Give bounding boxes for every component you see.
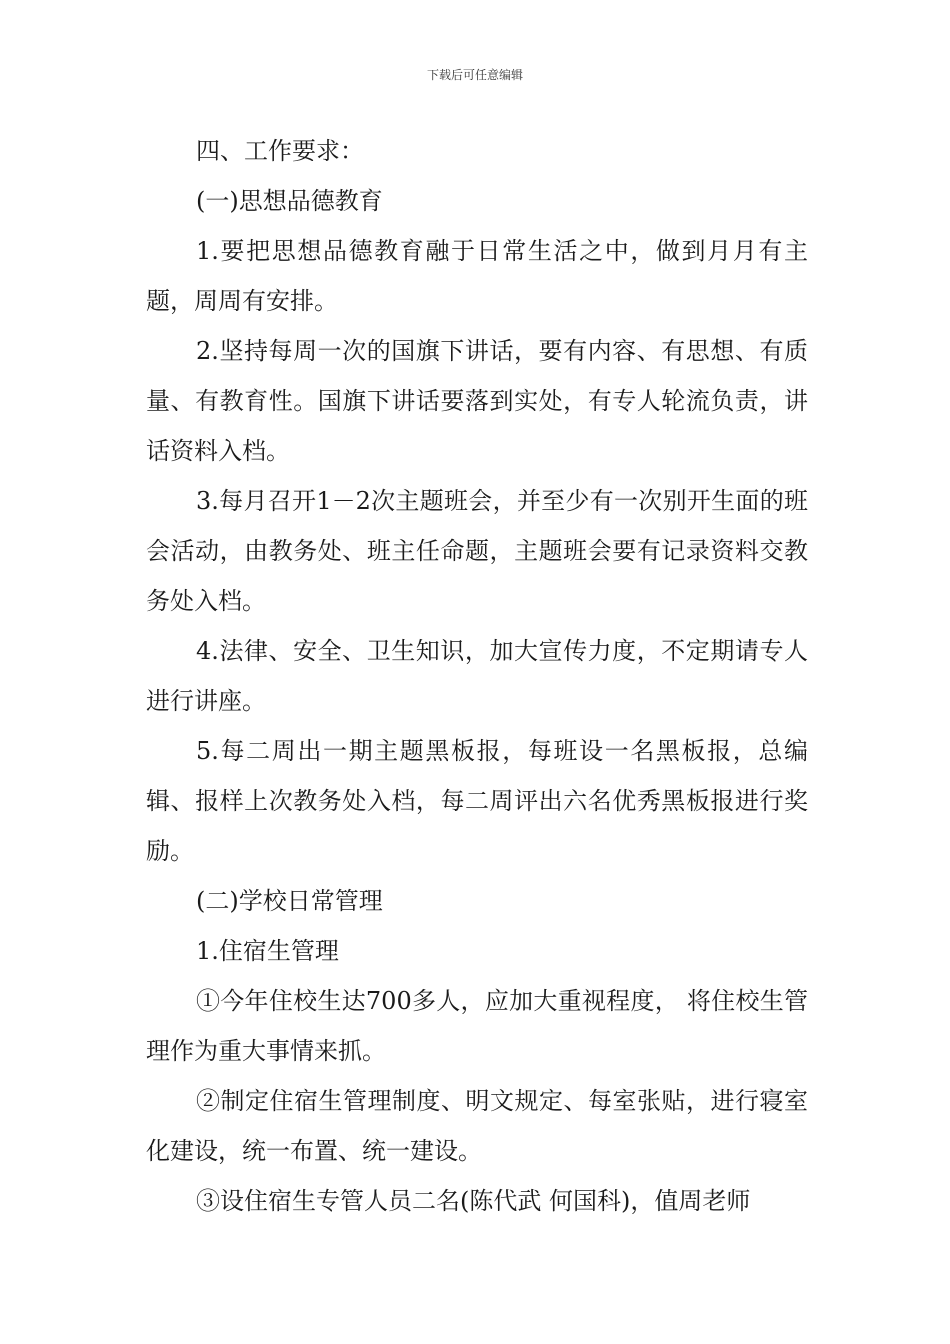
subsection-heading: (二)学校日常管理 (196, 887, 383, 915)
item-heading: 1.住宿生管理 (196, 937, 339, 965)
page-header-note: 下载后可任意编辑 (426, 68, 523, 82)
subsection-heading: (一)思想品德教育 (196, 187, 383, 215)
section-heading: 四、工作要求： (196, 137, 364, 165)
document-body (146, 126, 808, 1226)
paragraph: 2.坚持每周一次的国旗下讲话，要有内容、有思想、有质量、有教育性。国旗下讲话要落到实处，有专人轮流负责，讲话资料入档。 (146, 337, 808, 465)
paragraph: 4.法律、安全、卫生知识，加大宣传力度，不定期请专人进行讲座。 (146, 637, 808, 715)
paragraph: 5.每二周出一期主题黑板报，每班设一名黑板报，总编辑、报样上次教务处入档，每二周评出六名优秀黑板报进行奖励。 (146, 737, 808, 865)
paragraph: ①今年住校生达700多人，应加大重视程度， 将住校生管理作为重大事情来抓。 (146, 987, 808, 1065)
paragraph: ②制定住宿生管理制度、明文规定、每室张贴，进行寝室化建设，统一布置、统一建设。 (146, 1087, 808, 1165)
paragraph: ③设住宿生专管人员二名(陈代武 何国科)，值周老师 (196, 1187, 751, 1215)
paragraph: 1.要把思想品德教育融于日常生活之中，做到月月有主题，周周有安排。 (146, 237, 808, 315)
paragraph: 3.每月召开1－2次主题班会，并至少有一次别开生面的班会活动，由教务处、班主任命题，主题班会要有记录资料交教务处入档。 (146, 487, 808, 615)
